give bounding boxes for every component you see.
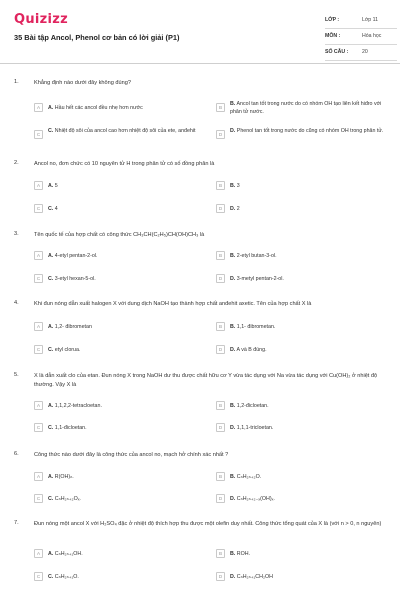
option-letter-box: C — [34, 274, 43, 283]
question-number: 3. — [14, 231, 19, 237]
option-letter-box: C — [34, 572, 43, 581]
option-letter-box: C — [34, 423, 43, 432]
option-content: Nhiệt độ sôi của ancol cao hơn nhiệt độ sôi của ete, anđehit — [54, 128, 196, 134]
option-letter-box: D — [216, 274, 225, 283]
question-number: 1. — [14, 79, 19, 85]
option-label: A. — [48, 183, 54, 189]
option-label: A. — [48, 403, 54, 409]
option-label: A. — [48, 324, 54, 330]
option-content: CₙH₂ₙ₊₂Oₓ. — [54, 496, 81, 502]
option-letter-box: C — [34, 494, 43, 503]
option-content: Phenol tan tốt trong nước do cũng có nhóm OH trong phân tử. — [236, 128, 384, 134]
option-label: C. — [48, 206, 54, 212]
option-letter-box: A — [34, 103, 43, 112]
option-text — [230, 127, 390, 135]
question-number: 5. — [14, 372, 19, 378]
option-text — [230, 252, 390, 260]
question-text: X là dẫn xuất clo của etan. Đun nóng X trong NaOH dư thu được chất hữu cơ Y vừa tác dụng với Na vừa tác dụng với Cu(OH)₂ ở nhiệt độ thường. Vậy X là — [34, 373, 378, 388]
question-number: 6. — [14, 451, 19, 457]
option-text — [48, 573, 208, 581]
option-letter-box: B — [216, 103, 225, 112]
option-text — [48, 346, 208, 354]
option-text — [48, 275, 208, 283]
option-letter-box: B — [216, 181, 225, 190]
option-content: 1,1-đicloetan. — [54, 425, 87, 431]
option-content: ROH. — [236, 551, 251, 557]
option-label: B. — [230, 253, 236, 259]
option-letter-box: B — [216, 251, 225, 260]
option-label: C. — [48, 128, 54, 134]
option-letter-box: C — [34, 130, 43, 139]
option-content: 3-etyl hexan-5-ol. — [54, 276, 96, 282]
option-label: B. — [230, 403, 236, 409]
question-text: Khẳng định nào dưới đây không đúng? — [34, 80, 131, 86]
option-letter-box: B — [216, 472, 225, 481]
option-label: B. — [230, 324, 236, 330]
option-content: CₙH₂ₙ₊₂O. — [236, 474, 262, 480]
option-content: 1,1- đibrometan. — [236, 324, 276, 330]
meta-subject-value: Hóa học — [362, 33, 382, 39]
meta-count-row — [325, 47, 397, 63]
option-letter-box: C — [34, 204, 43, 213]
option-label: D. — [230, 206, 236, 212]
question-number: 4. — [14, 300, 19, 306]
option-label: C. — [48, 496, 54, 502]
option-content: 2-etyl butan-3-ol. — [236, 253, 277, 259]
option-label: A. — [48, 105, 54, 111]
option-text — [48, 252, 208, 260]
option-content: etyl clorua. — [54, 347, 81, 353]
option-text — [230, 473, 390, 481]
option-letter-box: A — [34, 181, 43, 190]
option-label: C. — [48, 425, 54, 431]
option-letter-box: D — [216, 494, 225, 503]
option-content: 1,1,1-tricloetan. — [236, 425, 274, 431]
option-letter-box: D — [216, 345, 225, 354]
option-text — [230, 323, 390, 331]
question-text: Ancol no, đơn chức có 10 nguyên tử H trong phân tử có số đồng phân là — [34, 161, 215, 167]
option-letter-box: A — [34, 322, 43, 331]
option-label: A. — [48, 551, 54, 557]
meta-count-key: SỐ CÂU : — [325, 49, 349, 55]
option-text — [230, 495, 390, 503]
option-letter-box: C — [34, 345, 43, 354]
option-content: CₙH₂ₙ₊₁CH₂OH — [236, 574, 273, 580]
document-title: 35 Bài tập Ancol, Phenol cơ bản có lời giải (P1) — [14, 33, 180, 42]
option-text — [230, 100, 390, 116]
meta-class-key: LỚP : — [325, 17, 340, 23]
option-text — [230, 402, 390, 410]
meta-subject-row — [325, 31, 397, 47]
option-text — [230, 182, 390, 190]
option-text — [230, 205, 390, 213]
option-letter-box: D — [216, 423, 225, 432]
option-label: D. — [230, 276, 236, 282]
option-content: A và B đúng. — [236, 347, 267, 353]
option-content: 2 — [236, 206, 240, 212]
option-label: C. — [48, 347, 54, 353]
option-letter-box: B — [216, 549, 225, 558]
option-label: A. — [48, 474, 54, 480]
meta-divider — [325, 60, 397, 61]
option-content: Ancol tan tốt trong nước do có nhóm OH tạo liên kết hiđro với phân tử nước. — [230, 101, 382, 115]
option-letter-box: A — [34, 472, 43, 481]
option-content: 1,2-đicloetan. — [236, 403, 269, 409]
option-content: 1,1,2,2-tetracloetan. — [54, 403, 102, 409]
option-content: R(OH)ₙ. — [54, 474, 74, 480]
option-letter-box: A — [34, 549, 43, 558]
option-label: C. — [48, 574, 54, 580]
option-letter-box: A — [34, 401, 43, 410]
option-label: D. — [230, 128, 236, 134]
option-content: 5 — [54, 183, 58, 189]
option-label: B. — [230, 101, 236, 107]
option-text — [48, 104, 208, 112]
option-text — [48, 495, 208, 503]
option-letter-box: B — [216, 401, 225, 410]
option-letter-box: D — [216, 130, 225, 139]
option-content: 1,2- đibrometan — [54, 324, 92, 330]
option-label: D. — [230, 425, 236, 431]
option-content: 3-metyl pentan-2-ol. — [236, 276, 284, 282]
meta-divider — [325, 28, 397, 29]
option-letter-box: D — [216, 572, 225, 581]
option-content: CₙH₂ₙ₊₁OH. — [54, 551, 83, 557]
option-content: CₙH₂ₙ₊₂₋ₓ(OH)ₓ. — [236, 496, 275, 502]
option-text — [48, 323, 208, 331]
question-text: Tên quốc tế của hợp chất có công thức CH₃CH(C₂H₅)CH(OH)CH₃ là — [34, 232, 205, 238]
option-letter-box: B — [216, 322, 225, 331]
option-label: B. — [230, 551, 236, 557]
option-content: CₙH₂ₙ₊₁O. — [54, 574, 79, 580]
header-divider — [0, 63, 400, 64]
option-text — [48, 473, 208, 481]
option-text — [48, 182, 208, 190]
quizizz-logo: Quizizz — [14, 12, 69, 27]
option-text — [230, 550, 390, 558]
option-text — [48, 550, 208, 558]
option-content: 3 — [236, 183, 240, 189]
option-label: B. — [230, 474, 236, 480]
meta-panel — [325, 15, 397, 63]
option-text — [48, 402, 208, 410]
question-text: Khi đun nóng dẫn xuất halogen X với dung dịch NaOH tạo thành hợp chất anđehit axetic. Tên của hợp chất X là — [34, 301, 312, 307]
option-content: 4-etyl pentan-2-ol. — [54, 253, 98, 259]
question-number: 2. — [14, 160, 19, 166]
option-label: D. — [230, 574, 236, 580]
option-content: 4 — [54, 206, 58, 212]
meta-divider — [325, 44, 397, 45]
option-text — [230, 573, 390, 581]
option-text — [48, 205, 208, 213]
option-label: A. — [48, 253, 54, 259]
option-text — [230, 275, 390, 283]
option-label: D. — [230, 347, 236, 353]
meta-class-value: Lớp 11 — [362, 17, 378, 23]
meta-subject-key: MÔN : — [325, 33, 341, 39]
option-label: B. — [230, 183, 236, 189]
option-content: Hầu hết các ancol đều nhẹ hơn nước — [54, 105, 143, 111]
option-text — [230, 424, 390, 432]
question-text: Đun nóng một ancol X với H₂SO₄ đặc ở nhiệt độ thích hợp thu được một olefin duy nhất. Công thức tổng quát của X là (với n > 0, n nguyên) — [34, 521, 382, 527]
option-letter-box: A — [34, 251, 43, 260]
meta-class-row — [325, 15, 397, 31]
option-label: D. — [230, 496, 236, 502]
question-text: Công thức nào dưới đây là công thức của ancol no, mạch hở chính xác nhất ? — [34, 452, 229, 458]
option-text — [230, 346, 390, 354]
option-label: C. — [48, 276, 54, 282]
meta-count-value: 20 — [362, 49, 368, 55]
option-text — [48, 424, 208, 432]
question-number: 7. — [14, 520, 19, 526]
option-text — [48, 127, 208, 135]
option-letter-box: D — [216, 204, 225, 213]
